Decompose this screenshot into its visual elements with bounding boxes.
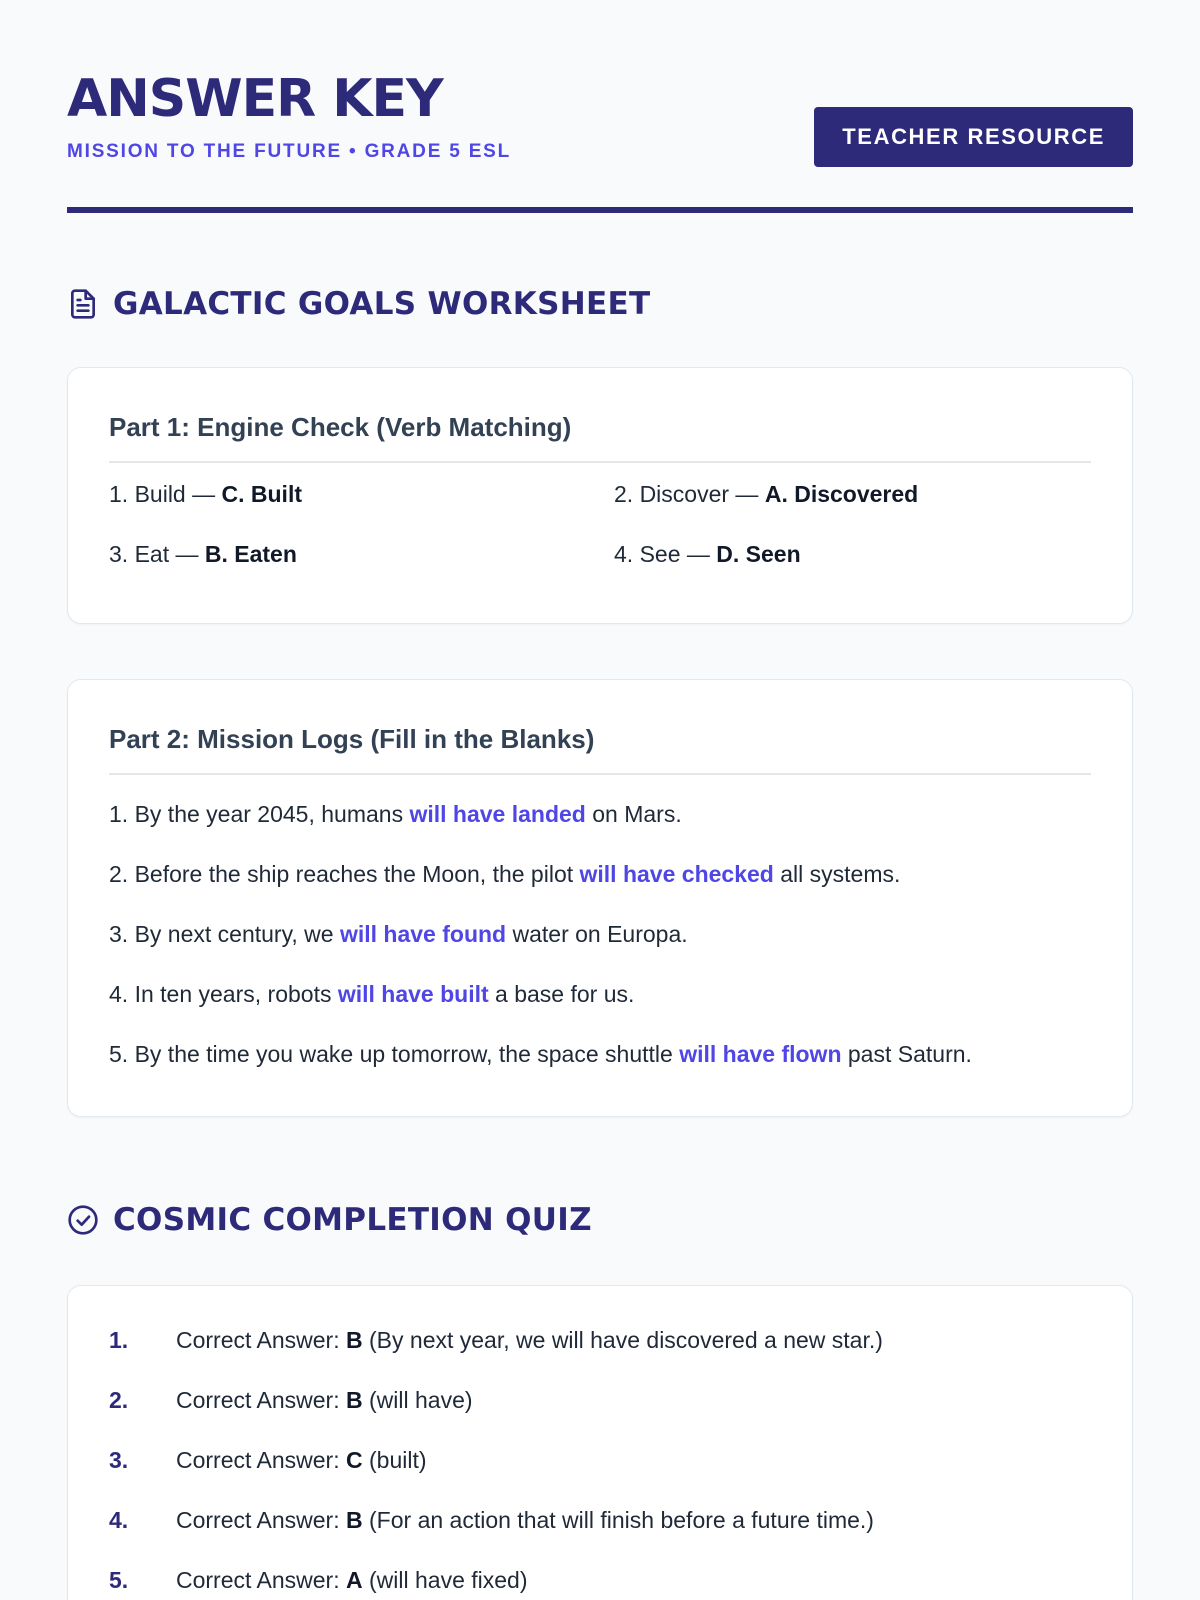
quiz-answer-text bbox=[176, 1564, 528, 1600]
answer-label: Correct Answer: bbox=[176, 1447, 346, 1473]
match-answer: C. Built bbox=[221, 481, 302, 507]
blank-answer: will have built bbox=[337, 981, 489, 1007]
part1-title: Part 1: Engine Check (Verb Matching) bbox=[109, 406, 1091, 463]
part1-card bbox=[67, 367, 1133, 624]
header-divider bbox=[67, 207, 1133, 213]
sentence-end: all systems. bbox=[773, 861, 901, 887]
quiz-answer-row bbox=[109, 1324, 1091, 1384]
answer-label: Correct Answer: bbox=[176, 1387, 346, 1413]
teacher-resource-badge: TEACHER RESOURCE bbox=[814, 107, 1133, 167]
part2-title: Part 2: Mission Logs (Fill in the Blanks) bbox=[109, 718, 1091, 775]
answer-note: (For an action that will finish before a future time.) bbox=[362, 1507, 874, 1533]
answer-letter: B bbox=[346, 1327, 363, 1353]
page-subtitle: MISSION TO THE FUTURE • GRADE 5 ESL bbox=[67, 141, 512, 162]
quiz-answer-row bbox=[109, 1504, 1091, 1564]
match-answer: D. Seen bbox=[716, 541, 801, 567]
blank-sentence bbox=[109, 798, 1091, 858]
quiz-answer-row bbox=[109, 1444, 1091, 1504]
quiz-answer-row bbox=[109, 1564, 1091, 1600]
match-answer: A. Discovered bbox=[764, 481, 919, 507]
page-header bbox=[67, 66, 1133, 166]
fill-in-blanks-list bbox=[109, 798, 1091, 1098]
match-prompt: 4. See — bbox=[614, 541, 717, 567]
quiz-answer-list bbox=[109, 1324, 1091, 1600]
answer-letter: B bbox=[346, 1387, 363, 1413]
blank-sentence bbox=[109, 918, 1091, 978]
answer-note: (will have fixed) bbox=[362, 1567, 528, 1593]
quiz-answer-text bbox=[176, 1504, 874, 1564]
part2-card bbox=[67, 679, 1133, 1117]
match-item bbox=[109, 478, 302, 510]
sentence-end: water on Europa. bbox=[506, 921, 688, 947]
answer-letter: B bbox=[346, 1507, 363, 1533]
blank-sentence bbox=[109, 858, 1091, 918]
quiz-answer-text bbox=[176, 1324, 883, 1384]
answer-label: Correct Answer: bbox=[176, 1507, 346, 1533]
blank-sentence bbox=[109, 1038, 1091, 1098]
quiz-number: 5. bbox=[109, 1567, 129, 1593]
worksheet-section-title bbox=[67, 282, 650, 326]
quiz-number: 2. bbox=[109, 1387, 129, 1413]
blank-answer: will have checked bbox=[579, 861, 774, 887]
match-prompt: 2. Discover — bbox=[614, 481, 765, 507]
answer-label: Correct Answer: bbox=[176, 1327, 346, 1353]
answer-note: (By next year, we will have discovered a new star.) bbox=[362, 1327, 883, 1353]
blank-answer: will have found bbox=[339, 921, 507, 947]
quiz-answer-text bbox=[176, 1444, 427, 1504]
quiz-number: 4. bbox=[109, 1507, 129, 1533]
answer-note: (will have) bbox=[362, 1387, 473, 1413]
worksheet-section-label: GALACTIC GOALS WORKSHEET bbox=[113, 286, 651, 322]
sentence-end: a base for us. bbox=[488, 981, 635, 1007]
sentence-end: on Mars. bbox=[585, 801, 682, 827]
quiz-section-title bbox=[67, 1198, 592, 1242]
match-answer: B. Eaten bbox=[204, 541, 297, 567]
match-item bbox=[614, 538, 801, 570]
match-prompt: 1. Build — bbox=[109, 481, 222, 507]
sentence-start: 5. By the time you wake up tomorrow, the space shuttle bbox=[109, 1041, 680, 1067]
quiz-number: 1. bbox=[109, 1327, 129, 1353]
match-item bbox=[109, 538, 297, 570]
answer-letter: C bbox=[346, 1447, 363, 1473]
match-item bbox=[614, 478, 918, 510]
answer-label: Correct Answer: bbox=[176, 1567, 346, 1593]
answer-note: (built) bbox=[362, 1447, 427, 1473]
page-title: ANSWER KEY bbox=[67, 69, 443, 129]
quiz-answer-text bbox=[176, 1384, 473, 1444]
sentence-start: 4. In ten years, robots bbox=[109, 981, 338, 1007]
sentence-start: 3. By next century, we bbox=[109, 921, 340, 947]
blank-answer: will have landed bbox=[409, 801, 586, 827]
sentence-start: 2. Before the ship reaches the Moon, the pilot bbox=[109, 861, 580, 887]
match-prompt: 3. Eat — bbox=[109, 541, 205, 567]
quiz-number: 3. bbox=[109, 1447, 129, 1473]
answer-letter: A bbox=[346, 1567, 363, 1593]
quiz-section-label: COSMIC COMPLETION QUIZ bbox=[113, 1202, 592, 1238]
quiz-answer-row bbox=[109, 1384, 1091, 1444]
sentence-start: 1. By the year 2045, humans bbox=[109, 801, 410, 827]
blank-answer: will have flown bbox=[679, 1041, 842, 1067]
quiz-card bbox=[67, 1285, 1133, 1600]
sentence-end: past Saturn. bbox=[841, 1041, 972, 1067]
check-circle-icon bbox=[67, 1204, 99, 1236]
document-icon bbox=[67, 288, 99, 320]
blank-sentence bbox=[109, 978, 1091, 1038]
